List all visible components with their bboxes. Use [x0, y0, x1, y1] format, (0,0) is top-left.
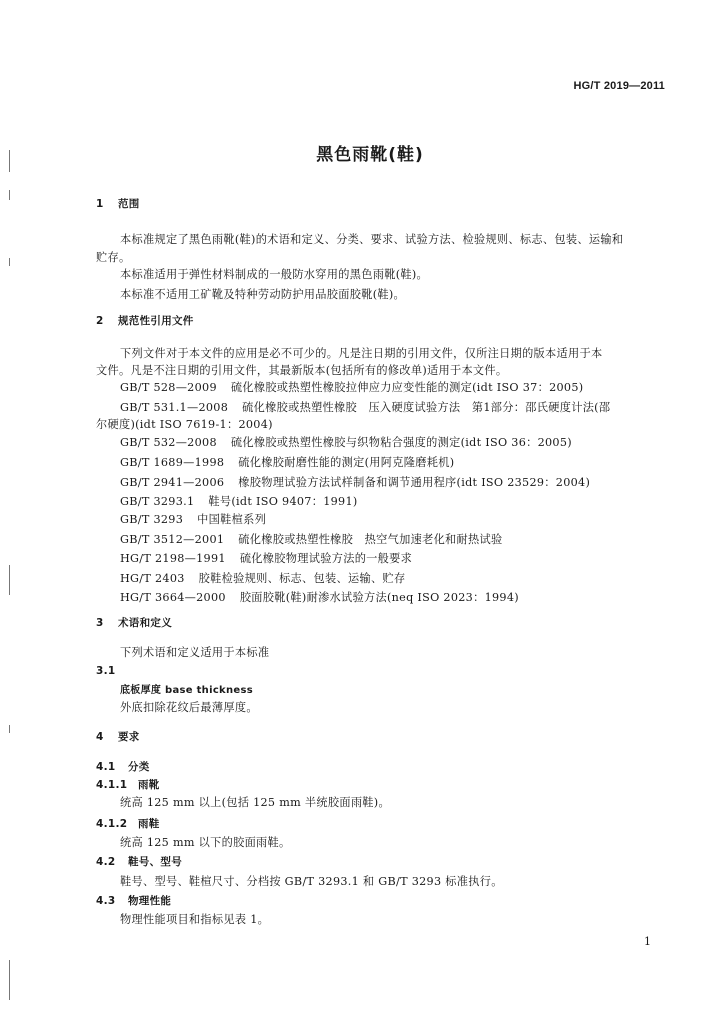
term-definition: 外底扣除花纹后最薄厚度。 — [120, 701, 258, 714]
standard-number: HG/T 2019—2011 — [573, 80, 665, 92]
clause-4-1-heading: 4.1 分类 — [96, 761, 150, 773]
page-number: 1 — [644, 935, 651, 948]
scan-margin-mark — [9, 960, 10, 1000]
section-1-para-2: 本标准适用于弹性材料制成的一般防水穿用的黑色雨靴(鞋)。 — [120, 268, 429, 281]
clause-4-3-heading: 4.3 物理性能 — [96, 895, 172, 907]
section-3-heading: 3 术语和定义 — [96, 617, 172, 629]
reference-item: GB/T 3293.1 鞋号(idt ISO 9407：1991) — [120, 495, 358, 508]
clause-4-2-heading: 4.2 鞋号、型号 — [96, 856, 182, 868]
reference-item: HG/T 3664—2000 胶面胶靴(鞋)耐渗水试验方法(neq ISO 2023：1994) — [120, 591, 519, 604]
reference-item-cont: 尔硬度)(idt ISO 7619-1：2004) — [96, 418, 273, 431]
reference-item: GB/T 532—2008 硫化橡胶或热塑性橡胶与织物粘合强度的测定(idt ISO 36：2005) — [120, 436, 572, 449]
reference-item: GB/T 528—2009 硫化橡胶或热塑性橡胶拉伸应力应变性能的测定(idt ISO 37：2005) — [120, 381, 584, 394]
reference-item: HG/T 2198—1991 硫化橡胶物理试验方法的一般要求 — [120, 552, 413, 565]
section-2-intro-cont: 文件。凡是不注日期的引用文件，其最新版本(包括所有的修改单)适用于本文件。 — [96, 364, 508, 377]
clause-4-1-1-heading: 4.1.1 雨靴 — [96, 779, 160, 791]
scan-margin-mark — [9, 150, 10, 172]
clause-3-1-number: 3.1 — [96, 665, 116, 677]
section-2-heading: 2 规范性引用文件 — [96, 315, 194, 327]
scan-margin-mark — [9, 258, 10, 266]
term-base-thickness: 底板厚度 base thickness — [120, 685, 254, 696]
section-4-heading: 4 要求 — [96, 731, 140, 743]
section-2-intro: 下列文件对于本文件的应用是必不可少的。凡是注日期的引用文件，仅所注日期的版本适用于本 — [120, 347, 603, 360]
scan-margin-mark — [9, 190, 10, 200]
scan-margin-mark — [9, 565, 10, 595]
section-1-para-1-cont: 贮存。 — [96, 251, 131, 264]
clause-4-1-1-text: 统高 125 mm 以上(包括 125 mm 半统胶面雨鞋)。 — [120, 796, 390, 809]
reference-item: HG/T 2403 胶鞋检验规则、标志、包装、运输、贮存 — [120, 572, 406, 585]
section-1-para-1: 本标准规定了黑色雨靴(鞋)的术语和定义、分类、要求、试验方法、检验规则、标志、包装、运输和 — [120, 233, 624, 246]
section-1-heading: 1 范围 — [96, 198, 140, 210]
reference-item: GB/T 2941—2006 橡胶物理试验方法试样制备和调节通用程序(idt ISO 23529：2004) — [120, 476, 591, 489]
reference-item: GB/T 531.1—2008 硫化橡胶或热塑性橡胶 压入硬度试验方法 第1部分：邵氏硬度计法(邵 — [120, 401, 611, 414]
reference-item: GB/T 3293 中国鞋楦系列 — [120, 513, 267, 526]
reference-item: GB/T 3512—2001 硫化橡胶或热塑性橡胶 热空气加速老化和耐热试验 — [120, 533, 503, 546]
section-3-intro: 下列术语和定义适用于本标准 — [120, 646, 270, 659]
scan-margin-mark — [9, 725, 10, 733]
clause-4-2-text: 鞋号、型号、鞋楦尺寸、分档按 GB/T 3293.1 和 GB/T 3293 标准执行。 — [120, 875, 503, 888]
clause-4-1-2-heading: 4.1.2 雨鞋 — [96, 818, 160, 830]
section-1-para-3: 本标准不适用工矿靴及特种劳动防护用品胶面胶靴(鞋)。 — [120, 288, 406, 301]
document-title: 黑色雨靴(鞋) — [316, 145, 424, 165]
clause-4-3-text: 物理性能项目和指标见表 1。 — [120, 913, 270, 926]
clause-4-1-2-text: 统高 125 mm 以下的胶面雨鞋。 — [120, 836, 291, 849]
reference-item: GB/T 1689—1998 硫化橡胶耐磨性能的测定(用阿克隆磨耗机) — [120, 456, 455, 469]
